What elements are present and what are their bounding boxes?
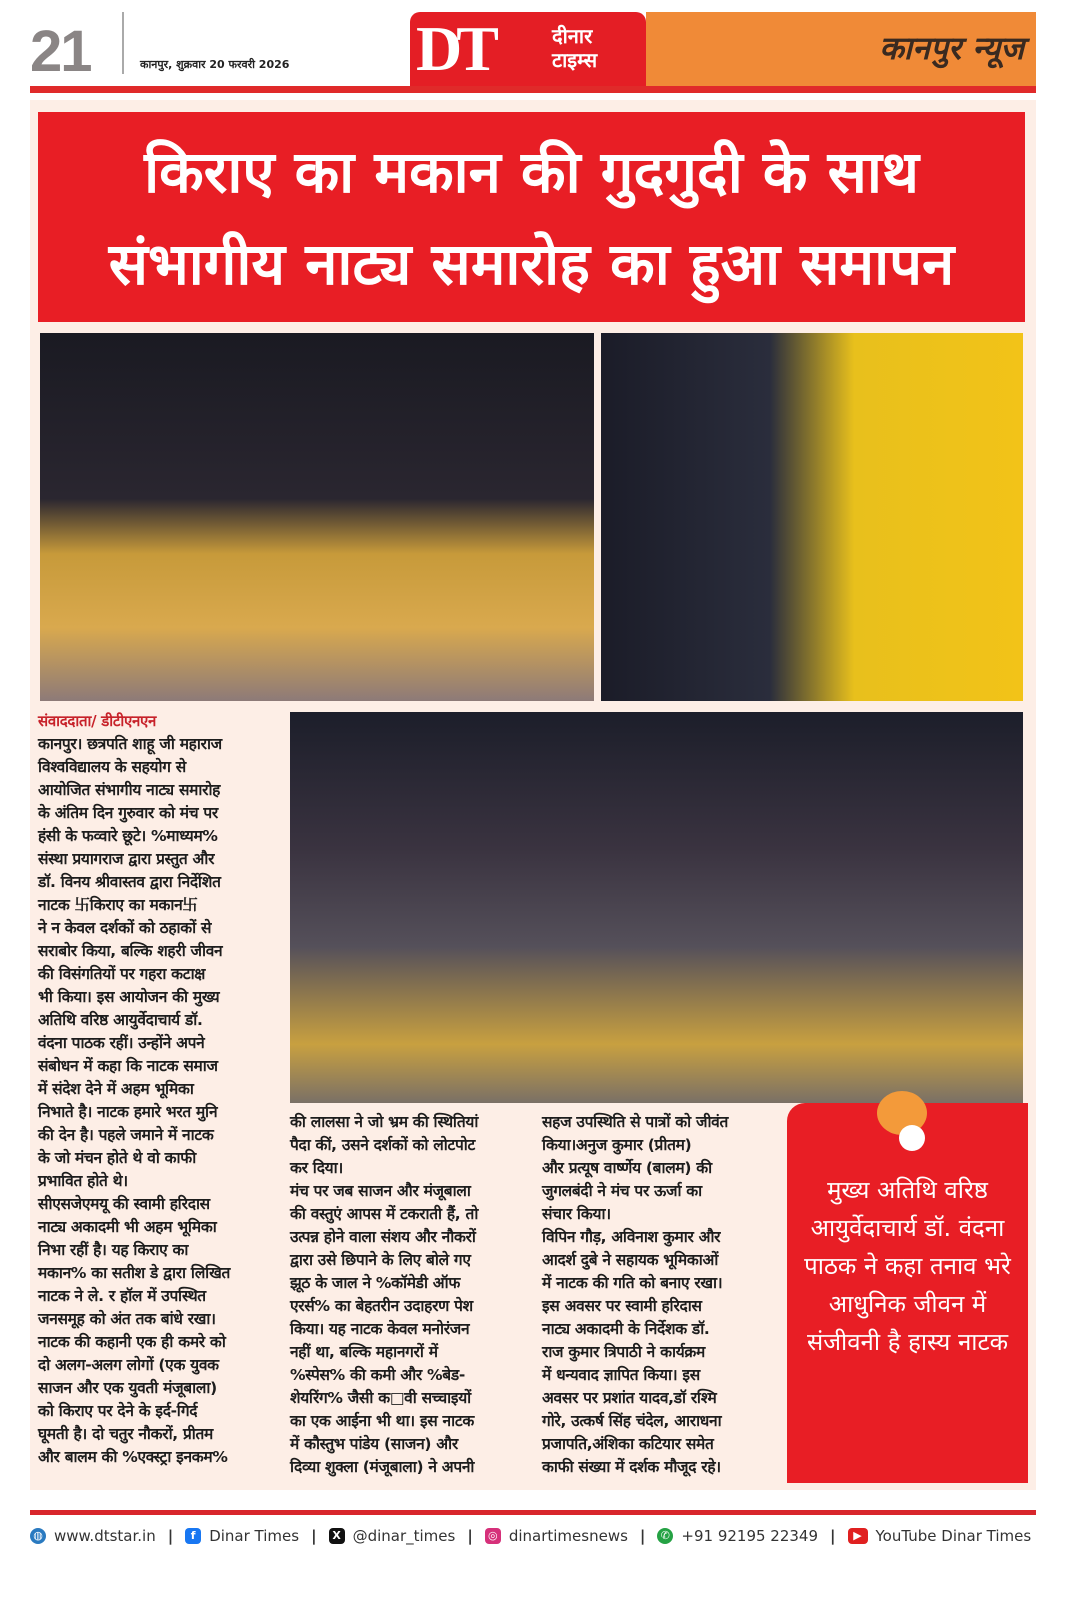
- headline: [38, 112, 1025, 322]
- instagram-icon: ◎: [485, 1528, 501, 1544]
- photo-felicitation: [40, 333, 594, 701]
- youtube-icon: ▶: [848, 1528, 868, 1544]
- photo-audience: [290, 712, 1023, 1103]
- column-text: की लालसा ने जो भ्रम की स्थितियां पैदा कीं, उसने दर्शकों को लोटपोट कर दिया। मंच पर जब साजन और मंजूबाला की वस्तुएं आपस में टकराती हैं, तो उत्पन्न होने वाला संशय और नौकरों द्वारा उसे छिपाने के लिए बोले गए झूठ के जाल ने %कॉमेडी ऑफ एरर्स% का बेहतरीन उदाहरण पेश किया। यह नाटक केवल मनोरंजन नहीं था, बल्कि महानगरों में %स्पेस% की कमी और %बेड- शेयरिंग% जैसी क□वी सच्चाइयों का एक आईना भी था। इस नाटक में कौस्तुभ पांडेय (साजन) और दिव्या शुक्ला (मंजूबाला) ने अपनी: [290, 1113, 479, 1476]
- section-title: कानपुर न्यूज: [879, 29, 1024, 67]
- facebook-icon: f: [185, 1528, 201, 1544]
- logo-name-2: टाइम्स: [552, 48, 598, 72]
- x-link[interactable]: @dinar_times: [352, 1527, 456, 1545]
- pull-quote-text: मुख्य अतिथि वरिष्ठ आयुर्वेदाचार्य डॉ. वंदना पाठक ने कहा तनाव भरे आधुनिक जीवन में संजीवनी है हास्य नाटक: [804, 1176, 1011, 1356]
- x-icon: X: [329, 1528, 345, 1544]
- headline-line-1: किराए का मकान की गुदगुदी के साथ: [144, 138, 919, 206]
- headline-line-2: संभागीय नाट्य समारोह का हुआ समापन: [108, 230, 955, 298]
- divider: [122, 12, 124, 74]
- pull-quote-box: [787, 1103, 1028, 1483]
- youtube-link[interactable]: YouTube Dinar Times: [875, 1527, 1032, 1545]
- website-link[interactable]: www.dtstar.in: [54, 1527, 156, 1545]
- section-band: [646, 12, 1036, 86]
- whatsapp-icon: ✆: [657, 1528, 673, 1544]
- column-text: सहज उपस्थिति से पात्रों को जीवंत किया।अनुज कुमार (प्रीतम) और प्रत्यूष वार्ष्णेय (बालम) की जुगलबंदी ने मंच पर ऊर्जा का संचार किया। विपिन गौड़, अविनाश कुमार और आदर्श दुबे ने सहायक भूमिकाओं में नाटक की गति को बनाए रखा। इस अवसर पर स्वामी हरिदास नाट्य अकादमी के निर्देशक डॉ. राज कुमार त्रिपाठी ने कार्यक्रम में धन्यवाद ज्ञापित किया। इस अवसर पर प्रशांत यादव,डॉ रश्मि गोरे, उत्कर्ष सिंह चंदेल, आराधना प्रजापति,अंशिका कटियार समेत काफी संख्या में दर्शक मौजूद रहे।: [542, 1113, 729, 1476]
- column-text: कानपुर। छत्रपति शाहू जी महाराज विश्वविद्यालय के सहयोग से आयोजित संभागीय नाट्य समारोह के अंतिम दिन गुरुवार को मंच पर हंसी के फव्वारे छूटे। %माध्यम% संस्था प्रयागराज द्वारा प्रस्तुत और डॉ. विनय श्रीवास्तव द्वारा निर्देशित नाटक 卐किराए का मकान卐 ने न केवल दर्शकों को ठहाकों से सराबोर किया, बल्कि शहरी जीवन की विसंगतियों पर गहरा कटाक्ष भी किया। इस आयोजन की मुख्य अतिथि वरिष्ठ आयुर्वेदाचार्य डॉ. वंदना पाठक रहीं। उन्होंने अपने संबोधन में कहा कि नाटक समाज में संदेश देने में अहम भूमिका निभाते है। नाटक हमारे भरत मुनि की देन है। पहले जमाने में नाटक के जो मंचन होते थे वो काफी प्रभावित होते थे। सीएसजेएमयू की स्वामी हरिदास नाट्य अकादमी भी अहम भूमिका निभा रहीं है। यह किराए का मकान% का सतीश डे द्वारा लिखित नाटक ने ले. र हॉल में उपस्थित जनसमूह को अंत तक बांधे रखा। नाटक की कहानी एक ही कमरे को दो अलग-अलग लोगों (एक युवक साजन और एक युवती मंजूबाला) को किराए पर देने के इर्द-गिर्द घूमती है। दो चतुर नौकरों, प्रीतम और बालम की %एक्स्ट्रा इनकम%: [38, 735, 231, 1466]
- article-column-1: [38, 733, 288, 1469]
- globe-icon: ◍: [30, 1528, 46, 1544]
- speech-bubble-icon-inner: [899, 1125, 925, 1151]
- dateline: कानपुर, शुक्रवार 20 फरवरी 2026: [140, 58, 290, 71]
- article-column-3: [542, 1111, 786, 1479]
- article-column-2: [290, 1111, 538, 1479]
- logo-letters: DT: [416, 13, 493, 84]
- photo-play-scene: [601, 333, 1023, 701]
- whatsapp-link[interactable]: +91 92195 22349: [681, 1527, 819, 1545]
- footer-social-links: ◍ www.dtstar.in | f Dinar Times | X @dinar_times | ◎ dinartimesnews | ✆ +91 92195 22349 | ▶ YouTube Dinar Times: [30, 1525, 1036, 1547]
- page-number: 21: [30, 19, 91, 84]
- logo-name-1: दीनार: [552, 24, 593, 48]
- footer-rule: [30, 1510, 1036, 1515]
- byline: संवाददाता/ डीटीएनएन: [38, 712, 157, 730]
- facebook-link[interactable]: Dinar Times: [209, 1527, 300, 1545]
- instagram-link[interactable]: dinartimesnews: [508, 1527, 628, 1545]
- header-rule: [30, 86, 1036, 93]
- masthead-logo: [410, 12, 646, 86]
